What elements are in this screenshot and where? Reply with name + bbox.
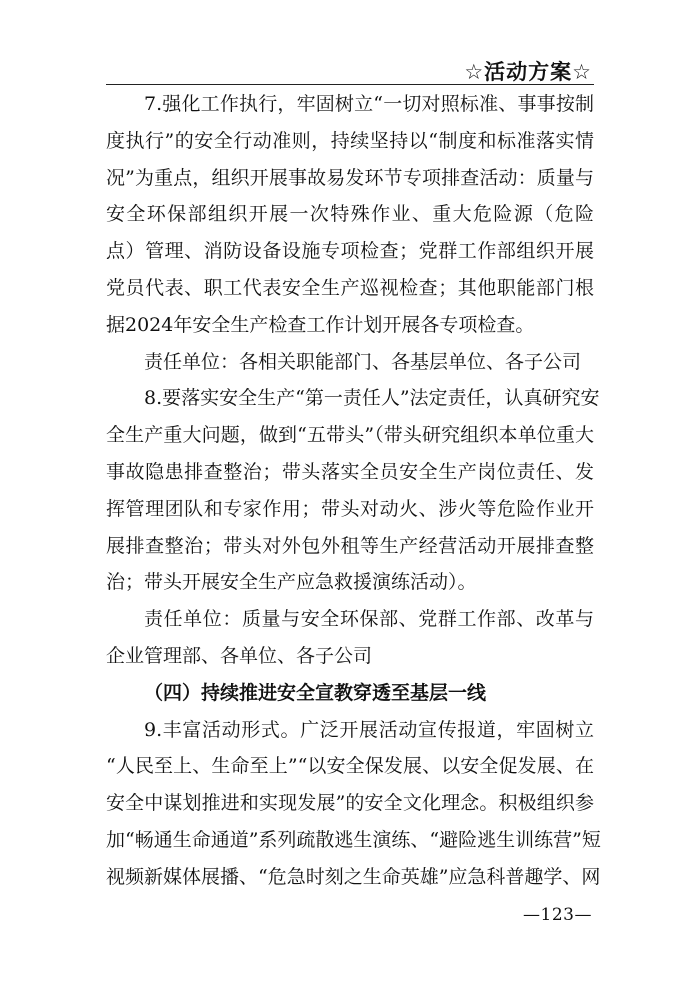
paragraph-line: 治；带头开展安全生产应急救援演练活动）。 (106, 571, 477, 594)
paragraph-line: 据2024年安全生产检查工作计划开展各专项检查。 (106, 313, 535, 336)
paragraph-line: 度执行”的安全行动准则，持续坚持以“制度和标准落实情 (106, 129, 594, 152)
responsible-unit-line: 责任单位：各相关职能部门、各基层单位、各子公司 (144, 350, 582, 373)
paragraph-line: 况”为重点，组织开展事故易发环节专项排查活动：质量与 (106, 166, 594, 189)
paragraph-line: 安全环保部组织开展一次特殊作业、重大危险源（危险 (106, 203, 594, 226)
paragraph-line: 全生产重大问题，做到“五带头”（带头研究组织本单位重大 (106, 424, 594, 447)
paragraph-line: 点）管理、消防设备设施专项检查；党群工作部组织开展 (106, 240, 594, 263)
section-heading: （四）持续推进安全宣教穿透至基层一线 (144, 681, 487, 704)
paragraph-line: 7.强化工作执行，牢固树立“一切对照标准、事事按制 (144, 93, 594, 115)
document-body (106, 86, 601, 896)
paragraph-line: 9.丰富活动形式。广泛开展活动宣传报道，牢固树立 (144, 718, 594, 741)
responsible-unit-line: 企业管理部、各单位、各子公司 (106, 644, 373, 667)
paragraph-line: 加“畅通生命通道”系列疏散逃生演练、“避险逃生训练营”短 (106, 828, 601, 851)
paragraph-line: 8.要落实安全生产“第一责任人”法定责任，认真研究安 (144, 387, 600, 410)
paragraph-line: “人民至上、生命至上”“以安全保发展、以安全促发展、在 (106, 755, 594, 778)
header-divider (106, 84, 594, 85)
responsible-unit-line: 责任单位：质量与安全环保部、党群工作部、改革与 (144, 608, 594, 631)
paragraph-line: 安全中谋划推进和实现发展”的安全文化理念。积极组织参 (106, 792, 594, 815)
page-header-title: ☆活动方案☆ (464, 60, 592, 84)
paragraph-line: 事故隐患排查整治；带头落实全员安全生产岗位责任、发 (106, 460, 594, 483)
page-number: —123— (523, 905, 592, 925)
paragraph-line: 视频新媒体展播、“危急时刻之生命英雄”应急科普趣学、网 (106, 865, 601, 888)
paragraph-line: 党员代表、职工代表安全生产巡视检查；其他职能部门根 (106, 276, 594, 299)
paragraph-line: 展排查整治；带头对外包外租等生产经营活动开展排查整 (106, 534, 594, 557)
paragraph-line: 挥管理团队和专家作用；带头对动火、涉火等危险作业开 (106, 497, 594, 520)
